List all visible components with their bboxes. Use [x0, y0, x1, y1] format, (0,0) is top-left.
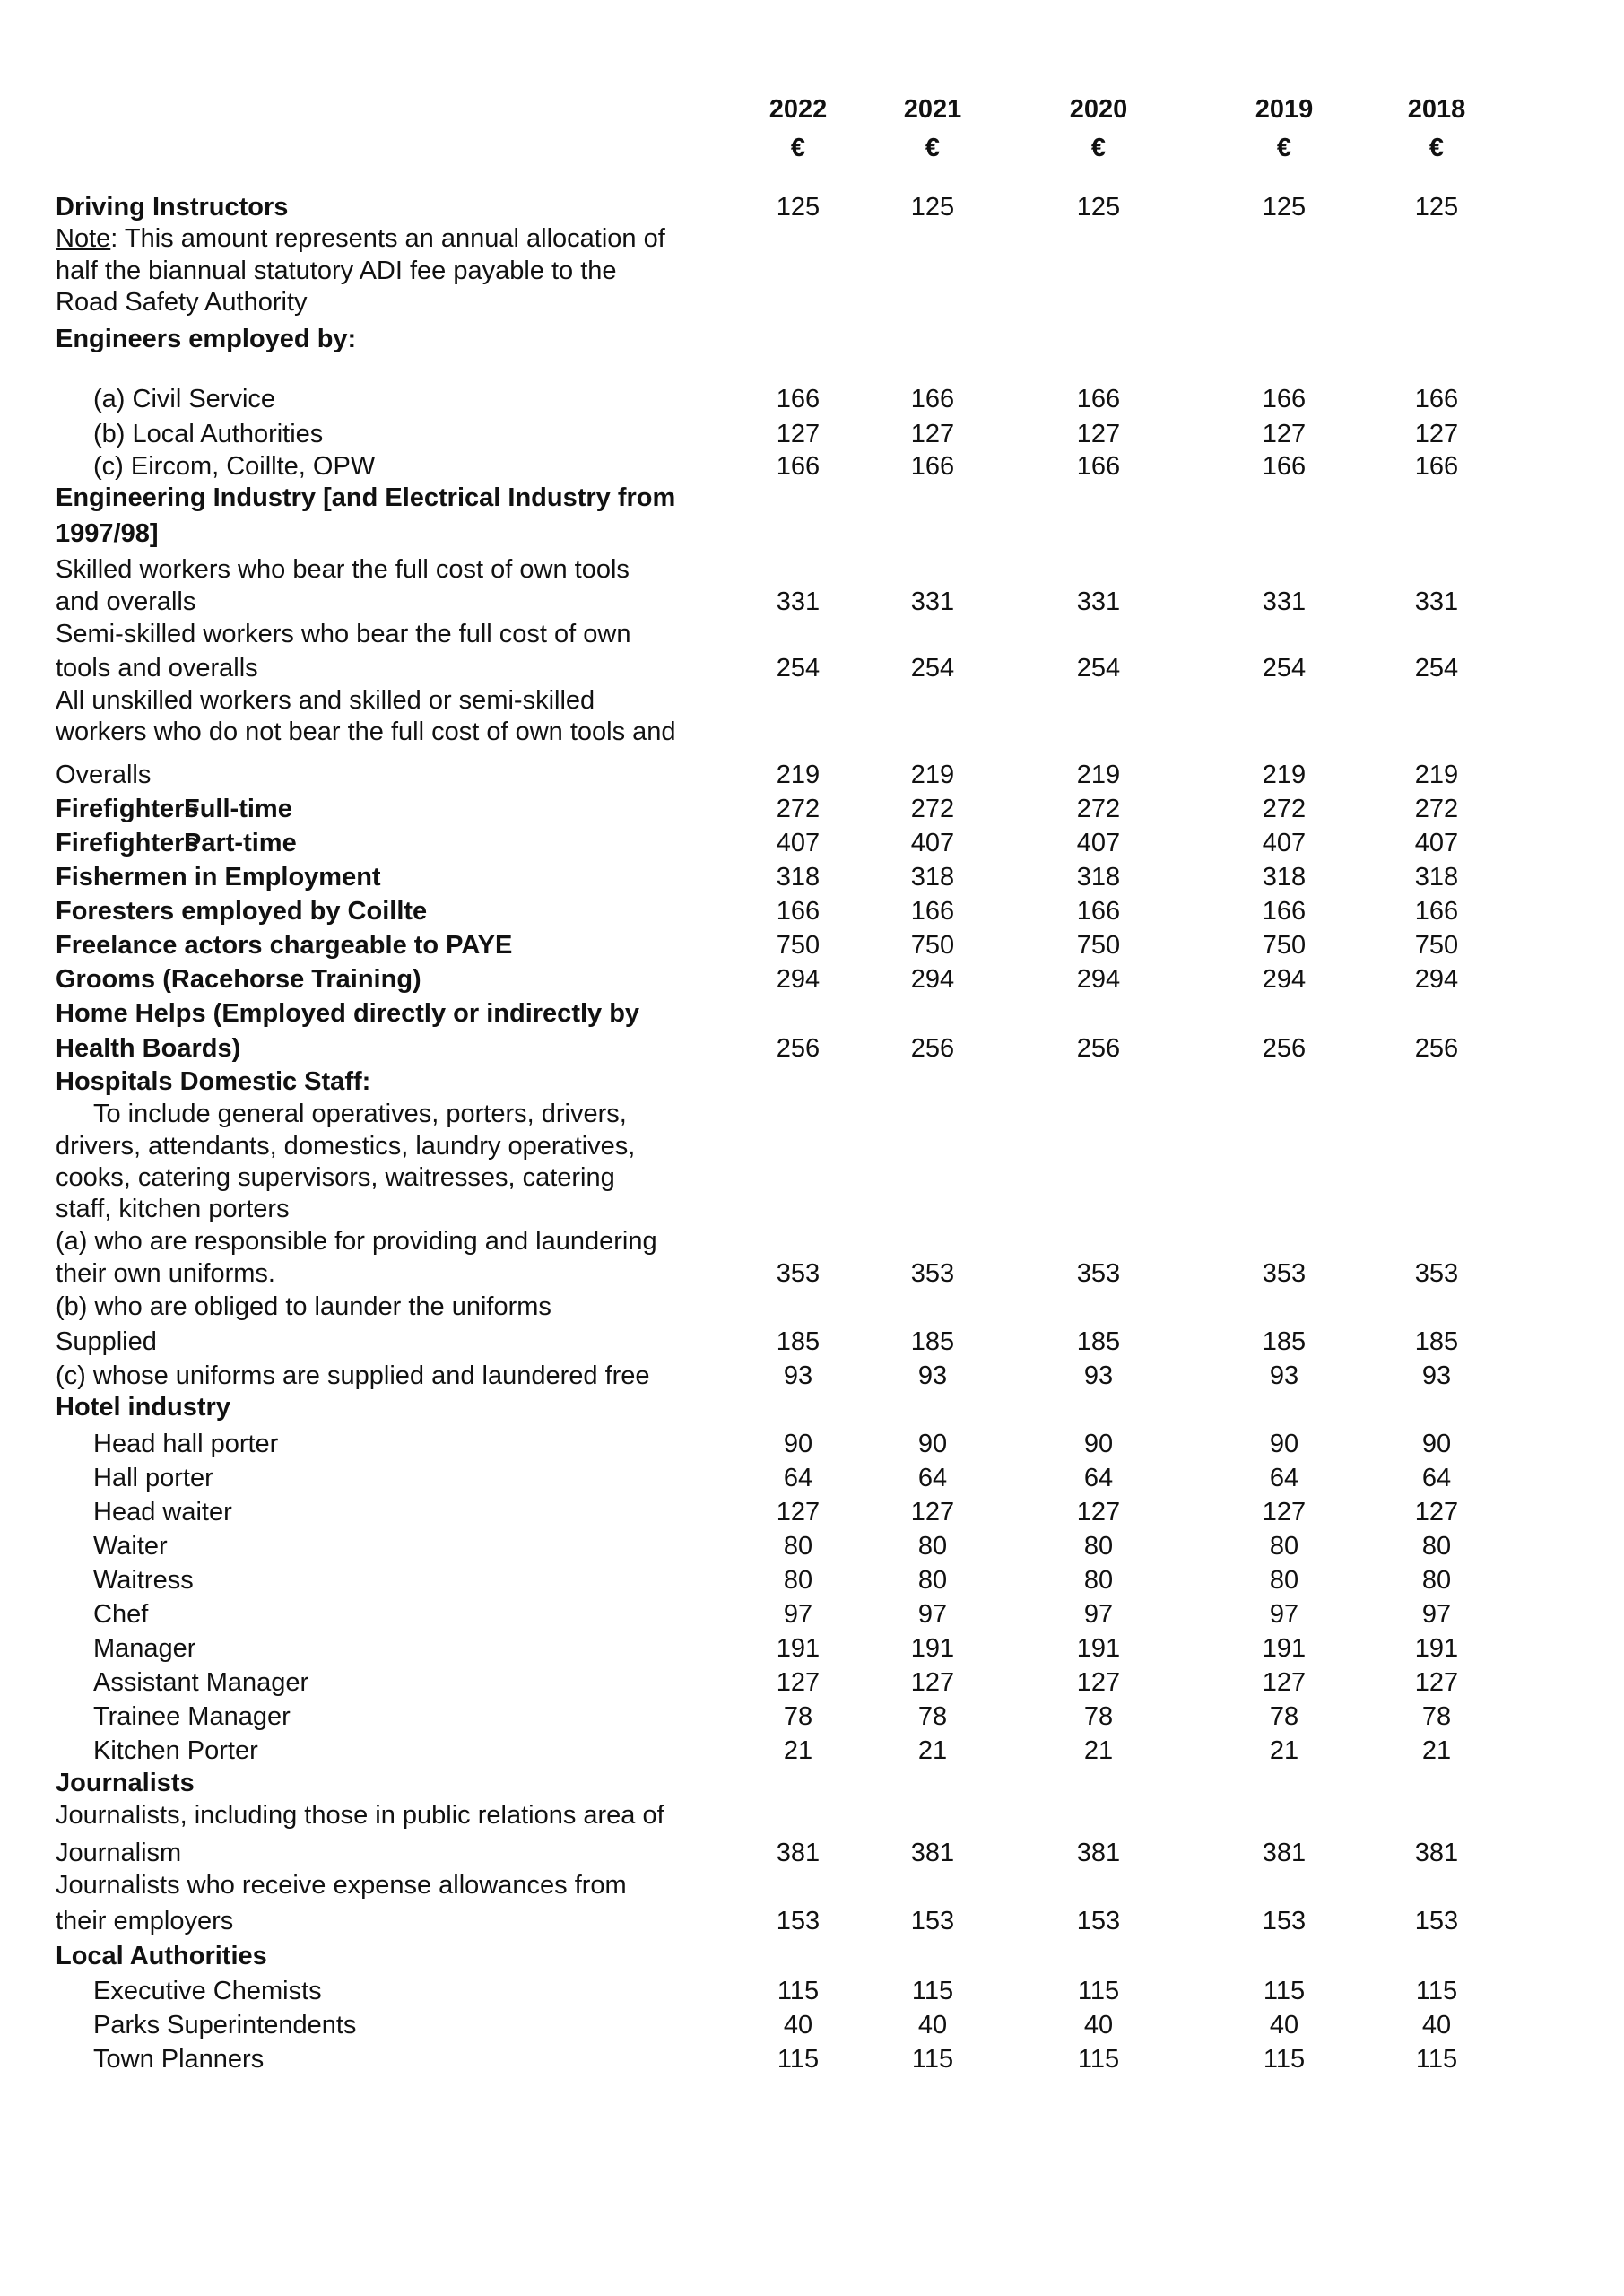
table-row: [0, 1391, 1624, 1423]
row-label: Manager: [93, 1634, 196, 1663]
amount-cell: 185: [1076, 1327, 1121, 1356]
row-label: Engineers employed by:: [56, 325, 357, 353]
amount-cell: 80: [1421, 1566, 1452, 1595]
amount-cell: 353: [910, 1259, 955, 1288]
amount-cell: 331: [1262, 587, 1307, 616]
table-row: [0, 1530, 1624, 1562]
amount-cell: 153: [1414, 1907, 1459, 1935]
amount-cell: 64: [783, 1464, 813, 1492]
table-row: [0, 963, 1624, 996]
amount-cell: 127: [910, 420, 955, 448]
amount-cell: 153: [910, 1907, 955, 1935]
amount-cell: 381: [1076, 1839, 1121, 1867]
row-label: Freelance actors chargeable to PAYE: [56, 931, 513, 960]
amount-cell: 166: [1262, 897, 1307, 926]
row-label: (b) Local Authorities: [93, 420, 324, 448]
table-row: [0, 553, 1624, 586]
row-label: Parks Superintendents: [93, 2011, 357, 2039]
row-label: Firefighters: [56, 795, 199, 823]
row-label: Supplied: [56, 1327, 157, 1356]
table-row: [0, 517, 1624, 550]
amount-cell: 294: [1076, 965, 1121, 994]
table-row: [0, 1065, 1624, 1098]
amount-cell: 185: [1414, 1327, 1459, 1356]
row-label: Hall porter: [93, 1464, 213, 1492]
table-row: [0, 1462, 1624, 1494]
row-label: Town Planners: [93, 2045, 265, 2074]
row-label: (c) whose uniforms are supplied and laundered free: [56, 1361, 650, 1390]
table-row: [0, 997, 1624, 1030]
amount-cell: 166: [1076, 385, 1121, 413]
row-label: drivers, attendants, domestics, laundry operatives,: [56, 1132, 636, 1161]
amount-cell: 254: [1262, 654, 1307, 683]
amount-cell: 80: [1083, 1566, 1114, 1595]
note-text: : This amount represents an annual allocation of: [110, 224, 665, 253]
amount-cell: 331: [776, 587, 821, 616]
table-row: [0, 191, 1624, 223]
table-row: [0, 586, 1624, 618]
amount-cell: 125: [1414, 193, 1459, 222]
amount-cell: 272: [1262, 795, 1307, 823]
amount-cell: 219: [1262, 761, 1307, 789]
row-label: Waiter: [93, 1532, 168, 1561]
amount-cell: 272: [1076, 795, 1121, 823]
row-label: [56, 222, 665, 255]
amount-cell: 353: [1262, 1259, 1307, 1288]
row-label: Kitchen Porter: [93, 1736, 258, 1765]
row-sublabel: Part-time: [184, 829, 297, 857]
row-label: their employers: [56, 1907, 234, 1935]
amount-cell: 127: [1262, 420, 1307, 448]
amount-cell: 21: [917, 1736, 948, 1765]
table-row: [0, 895, 1624, 927]
row-label: Skilled workers who bear the full cost of own tools: [56, 555, 630, 584]
amount-cell: 166: [776, 897, 821, 926]
row-label: (a) who are responsible for providing and laundering: [56, 1227, 657, 1256]
table-row: [0, 759, 1624, 791]
amount-cell: 80: [917, 1566, 948, 1595]
amount-cell: 127: [776, 420, 821, 448]
table-row: [0, 2043, 1624, 2075]
amount-cell: 191: [1076, 1634, 1121, 1663]
amount-cell: 127: [1414, 420, 1459, 448]
table-row: [0, 652, 1624, 684]
currency-symbol: €: [1429, 134, 1445, 162]
amount-cell: 40: [1269, 2011, 1299, 2039]
amount-cell: 750: [910, 931, 955, 960]
amount-cell: 318: [910, 863, 955, 891]
amount-cell: 97: [917, 1600, 948, 1629]
amount-cell: 93: [1421, 1361, 1452, 1390]
row-label: 1997/98]: [56, 519, 159, 548]
row-label: (c) Eircom, Coillte, OPW: [93, 452, 376, 481]
amount-cell: 318: [1414, 863, 1459, 891]
row-label: All unskilled workers and skilled or semi-skilled: [56, 686, 595, 715]
amount-cell: 78: [783, 1702, 813, 1731]
row-label: Journalists, including those in public relations area of: [56, 1801, 664, 1830]
row-label: Engineering Industry [and Electrical Industry from: [56, 483, 676, 512]
amount-cell: 115: [1263, 1977, 1306, 2005]
amount-cell: 750: [776, 931, 821, 960]
table-row: [0, 1869, 1624, 1901]
amount-cell: 127: [1414, 1498, 1459, 1526]
table-row: [0, 1700, 1624, 1733]
table-row: [0, 286, 1624, 318]
row-label: tools and overalls: [56, 654, 258, 683]
amount-cell: 127: [910, 1498, 955, 1526]
amount-cell: 353: [1076, 1259, 1121, 1288]
amount-cell: 125: [1262, 193, 1307, 222]
row-label: Chef: [93, 1600, 149, 1629]
row-label: Journalists who receive expense allowances from: [56, 1871, 627, 1900]
amount-cell: 64: [1083, 1464, 1114, 1492]
table-row: [0, 716, 1624, 748]
table-row: [0, 383, 1624, 415]
amount-cell: 381: [1262, 1839, 1307, 1867]
amount-cell: 125: [910, 193, 955, 222]
amount-cell: 127: [1262, 1668, 1307, 1697]
amount-cell: 125: [776, 193, 821, 222]
amount-cell: 353: [1414, 1259, 1459, 1288]
amount-cell: 21: [1269, 1736, 1299, 1765]
amount-cell: 80: [917, 1532, 948, 1561]
table-row: [0, 1193, 1624, 1225]
amount-cell: 166: [1414, 385, 1459, 413]
amount-cell: 93: [1083, 1361, 1114, 1390]
amount-cell: 90: [783, 1430, 813, 1458]
amount-cell: 272: [776, 795, 821, 823]
amount-cell: 115: [1077, 2045, 1120, 2074]
amount-cell: 407: [1262, 829, 1307, 857]
amount-cell: 256: [1076, 1034, 1121, 1063]
amount-cell: 166: [1414, 897, 1459, 926]
table-row: [0, 1767, 1624, 1799]
table-row: [0, 1098, 1624, 1130]
amount-cell: 21: [783, 1736, 813, 1765]
table-row: [0, 793, 1624, 825]
row-label: Journalists: [56, 1769, 195, 1797]
amount-cell: 318: [1262, 863, 1307, 891]
amount-cell: 294: [776, 965, 821, 994]
amount-cell: 78: [917, 1702, 948, 1731]
table-row: [0, 1940, 1624, 1972]
table-row: [0, 1632, 1624, 1665]
amount-cell: 254: [1414, 654, 1459, 683]
amount-cell: 80: [1421, 1532, 1452, 1561]
row-label: Grooms (Racehorse Training): [56, 965, 421, 994]
row-label: Journalism: [56, 1839, 182, 1867]
currency-symbol: €: [790, 134, 806, 162]
amount-cell: 185: [776, 1327, 821, 1356]
amount-cell: 40: [1421, 2011, 1452, 2039]
row-label: Health Boards): [56, 1034, 241, 1063]
amount-cell: 93: [1269, 1361, 1299, 1390]
table-row: [0, 861, 1624, 893]
row-label: Local Authorities: [56, 1942, 267, 1970]
amount-cell: 272: [1414, 795, 1459, 823]
amount-cell: 219: [776, 761, 821, 789]
table-row: [0, 482, 1624, 514]
amount-cell: 115: [1077, 1977, 1120, 2005]
amount-cell: 64: [917, 1464, 948, 1492]
amount-cell: 90: [917, 1430, 948, 1458]
row-label: Assistant Manager: [93, 1668, 309, 1697]
row-label: workers who do not bear the full cost of own tools and: [56, 718, 676, 746]
row-label: their own uniforms.: [56, 1259, 275, 1288]
amount-cell: 90: [1083, 1430, 1114, 1458]
table-row: [0, 1666, 1624, 1699]
table-row: [0, 1837, 1624, 1869]
amount-cell: 166: [776, 385, 821, 413]
year-header: 2019: [1255, 95, 1314, 124]
amount-cell: 64: [1269, 1464, 1299, 1492]
table-row: [0, 1326, 1624, 1358]
row-label: Head waiter: [93, 1498, 232, 1526]
row-label: Hotel industry: [56, 1393, 230, 1422]
row-label: Foresters employed by Coillte: [56, 897, 428, 926]
table-row: [0, 1564, 1624, 1596]
row-label: and overalls: [56, 587, 196, 616]
amount-cell: 318: [776, 863, 821, 891]
amount-cell: 40: [1083, 2011, 1114, 2039]
year-header: 2021: [903, 95, 962, 124]
currency-symbol: €: [925, 134, 941, 162]
amount-cell: 166: [910, 385, 955, 413]
amount-cell: 294: [1262, 965, 1307, 994]
amount-cell: 254: [776, 654, 821, 683]
amount-cell: 166: [1076, 452, 1121, 481]
amount-cell: 97: [1083, 1600, 1114, 1629]
row-label: Waitress: [93, 1566, 194, 1595]
amount-cell: 153: [776, 1907, 821, 1935]
amount-cell: 166: [1414, 452, 1459, 481]
amount-cell: 127: [1076, 1668, 1121, 1697]
amount-cell: 750: [1076, 931, 1121, 960]
amount-cell: 166: [1262, 452, 1307, 481]
amount-cell: 78: [1421, 1702, 1452, 1731]
amount-cell: 166: [910, 897, 955, 926]
amount-cell: 331: [1414, 587, 1459, 616]
table-row: [0, 222, 1624, 255]
amount-cell: 78: [1269, 1702, 1299, 1731]
amount-cell: 93: [783, 1361, 813, 1390]
row-label: half the biannual statutory ADI fee payable to the: [56, 257, 617, 285]
amount-cell: 21: [1083, 1736, 1114, 1765]
amount-cell: 153: [1262, 1907, 1307, 1935]
amount-cell: 97: [783, 1600, 813, 1629]
table-row: [0, 450, 1624, 483]
note-label: Note: [56, 224, 111, 253]
year-header: 2022: [769, 95, 828, 124]
amount-cell: 166: [910, 452, 955, 481]
amount-cell: 115: [777, 1977, 820, 2005]
amount-cell: 750: [1262, 931, 1307, 960]
amount-cell: 256: [1262, 1034, 1307, 1063]
amount-cell: 256: [1414, 1034, 1459, 1063]
amount-cell: 127: [910, 1668, 955, 1697]
table-row: [0, 684, 1624, 717]
amount-cell: 219: [1414, 761, 1459, 789]
row-label: To include general operatives, porters, drivers,: [93, 1100, 627, 1128]
amount-cell: 750: [1414, 931, 1459, 960]
row-label: (b) who are obliged to launder the uniforms: [56, 1292, 551, 1321]
table-row: [0, 255, 1624, 287]
amount-cell: 80: [1269, 1566, 1299, 1595]
amount-cell: 125: [1076, 193, 1121, 222]
amount-cell: 219: [1076, 761, 1121, 789]
table-row: [0, 1225, 1624, 1257]
table-row: [0, 1291, 1624, 1323]
row-label: Head hall porter: [93, 1430, 279, 1458]
row-sublabel: Full-time: [184, 795, 292, 823]
amount-cell: 115: [777, 2045, 820, 2074]
amount-cell: 185: [910, 1327, 955, 1356]
amount-cell: 331: [1076, 587, 1121, 616]
row-label: Overalls: [56, 761, 152, 789]
amount-cell: 191: [910, 1634, 955, 1663]
amount-cell: 381: [1414, 1839, 1459, 1867]
amount-cell: 80: [1083, 1532, 1114, 1561]
row-label: Home Helps (Employed directly or indirectly by: [56, 999, 640, 1028]
amount-cell: 127: [776, 1668, 821, 1697]
amount-cell: 272: [910, 795, 955, 823]
amount-cell: 64: [1421, 1464, 1452, 1492]
year-header: 2020: [1069, 95, 1128, 124]
table-row: [0, 929, 1624, 961]
amount-cell: 127: [1414, 1668, 1459, 1697]
amount-cell: 256: [776, 1034, 821, 1063]
amount-cell: 127: [1076, 1498, 1121, 1526]
row-label: (a) Civil Service: [93, 385, 276, 413]
amount-cell: 166: [1076, 897, 1121, 926]
amount-cell: 318: [1076, 863, 1121, 891]
row-label: Road Safety Authority: [56, 288, 308, 317]
amount-cell: 115: [1415, 1977, 1458, 2005]
amount-cell: 407: [910, 829, 955, 857]
amount-cell: 331: [910, 587, 955, 616]
amount-cell: 191: [1414, 1634, 1459, 1663]
amount-cell: 166: [776, 452, 821, 481]
row-label: Driving Instructors: [56, 193, 289, 222]
amount-cell: 153: [1076, 1907, 1121, 1935]
amount-cell: 97: [1421, 1600, 1452, 1629]
table-row: [0, 1130, 1624, 1162]
row-label: Firefighters: [56, 829, 199, 857]
amount-cell: 90: [1269, 1430, 1299, 1458]
table-row: [0, 2009, 1624, 2041]
table-row: [0, 1428, 1624, 1460]
table-row: [0, 618, 1624, 650]
table-row: [0, 1975, 1624, 2007]
row-label: staff, kitchen porters: [56, 1195, 290, 1223]
amount-cell: 90: [1421, 1430, 1452, 1458]
table-row: [0, 1161, 1624, 1194]
row-label: cooks, catering supervisors, waitresses, catering: [56, 1163, 615, 1192]
amount-cell: 127: [1262, 1498, 1307, 1526]
row-label: Semi-skilled workers who bear the full cost of own: [56, 620, 631, 648]
table-row: [0, 1799, 1624, 1831]
amount-cell: 97: [1269, 1600, 1299, 1629]
amount-cell: 353: [776, 1259, 821, 1288]
amount-cell: 115: [1263, 2045, 1306, 2074]
amount-cell: 256: [910, 1034, 955, 1063]
amount-cell: 254: [910, 654, 955, 683]
table-row: [0, 323, 1624, 355]
amount-cell: 381: [776, 1839, 821, 1867]
amount-cell: 127: [776, 1498, 821, 1526]
table-row: [0, 418, 1624, 450]
table-row: [0, 1032, 1624, 1065]
amount-cell: 80: [783, 1532, 813, 1561]
row-label: Trainee Manager: [93, 1702, 291, 1731]
amount-cell: 80: [783, 1566, 813, 1595]
amount-cell: 185: [1262, 1327, 1307, 1356]
amount-cell: 21: [1421, 1736, 1452, 1765]
amount-cell: 40: [783, 2011, 813, 2039]
amount-cell: 219: [910, 761, 955, 789]
amount-cell: 166: [1262, 385, 1307, 413]
table-row: [0, 1360, 1624, 1392]
currency-symbol: €: [1276, 134, 1292, 162]
table-row: [0, 1905, 1624, 1937]
amount-cell: 115: [911, 2045, 954, 2074]
currency-symbol: €: [1090, 134, 1107, 162]
amount-cell: 80: [1269, 1532, 1299, 1561]
amount-cell: 254: [1076, 654, 1121, 683]
amount-cell: 78: [1083, 1702, 1114, 1731]
amount-cell: 115: [911, 1977, 954, 2005]
table-row: [0, 1257, 1624, 1290]
table-row: [0, 1735, 1624, 1767]
row-label: Fishermen in Employment: [56, 863, 381, 891]
amount-cell: 40: [917, 2011, 948, 2039]
amount-cell: 407: [1414, 829, 1459, 857]
amount-cell: 191: [776, 1634, 821, 1663]
year-header: 2018: [1407, 95, 1466, 124]
amount-cell: 127: [1076, 420, 1121, 448]
table-row: [0, 1598, 1624, 1631]
amount-cell: 294: [910, 965, 955, 994]
amount-cell: 381: [910, 1839, 955, 1867]
row-label: Hospitals Domestic Staff:: [56, 1067, 371, 1096]
row-label: Executive Chemists: [93, 1977, 322, 2005]
table-row: [0, 827, 1624, 859]
amount-cell: 191: [1262, 1634, 1307, 1663]
table-row: [0, 1496, 1624, 1528]
amount-cell: 115: [1415, 2045, 1458, 2074]
amount-cell: 294: [1414, 965, 1459, 994]
amount-cell: 407: [776, 829, 821, 857]
amount-cell: 93: [917, 1361, 948, 1390]
amount-cell: 407: [1076, 829, 1121, 857]
